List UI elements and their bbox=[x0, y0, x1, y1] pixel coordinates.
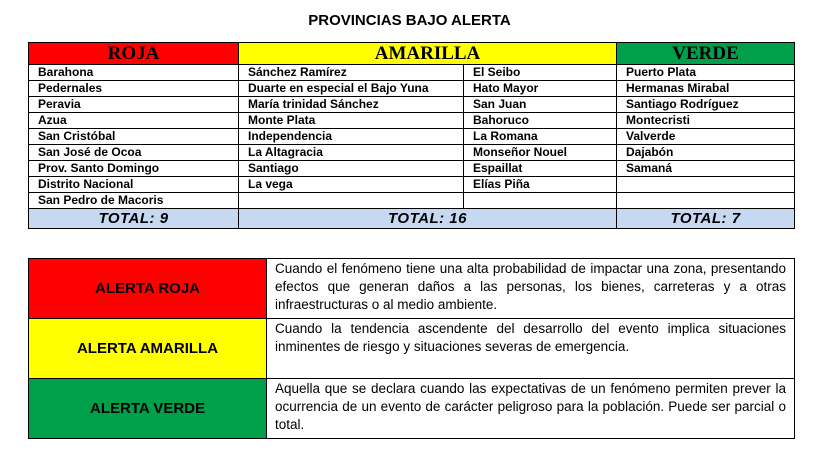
province-row bbox=[29, 177, 795, 193]
alert-definitions-table bbox=[28, 258, 795, 439]
province-cell: Pedernales bbox=[29, 81, 239, 97]
alert-row-roja bbox=[29, 259, 795, 319]
alert-desc-roja: Cuando el fenómeno tiene una alta probabilidad de impactar una zona, presentando efectos que generan daños a las personas, los bienes, carreteras y a otras infraestructuras o al medio ambiente. bbox=[267, 259, 795, 319]
province-cell: El Seibo bbox=[464, 65, 617, 81]
province-cell: La vega bbox=[239, 177, 464, 193]
province-row bbox=[29, 129, 795, 145]
province-cell: Samaná bbox=[617, 161, 795, 177]
province-cell: Bahoruco bbox=[464, 113, 617, 129]
province-cell bbox=[239, 193, 464, 209]
province-cell: Montecristi bbox=[617, 113, 795, 129]
province-row bbox=[29, 193, 795, 209]
province-cell bbox=[617, 177, 795, 193]
province-row bbox=[29, 65, 795, 81]
province-row bbox=[29, 145, 795, 161]
total-verde: TOTAL: 7 bbox=[617, 209, 795, 229]
alert-label-roja: ALERTA ROJA bbox=[29, 259, 267, 319]
alert-row-verde bbox=[29, 379, 795, 439]
province-cell: Monseñor Nouel bbox=[464, 145, 617, 161]
provinces-body bbox=[29, 65, 795, 209]
province-cell: San Juan bbox=[464, 97, 617, 113]
province-cell: Independencia bbox=[239, 129, 464, 145]
province-cell: Duarte en especial el Bajo Yuna bbox=[239, 81, 464, 97]
header-verde: VERDE bbox=[617, 43, 795, 65]
alert-row-amarilla bbox=[29, 319, 795, 379]
province-cell: Espaillat bbox=[464, 161, 617, 177]
province-row bbox=[29, 81, 795, 97]
province-cell: San Pedro de Macoris bbox=[29, 193, 239, 209]
alert-desc-verde: Aquella que se declara cuando las expectativas de un fenómeno permiten prever la ocurrencia de un evento de carácter peligroso para la población. Puede ser parcial o total. bbox=[267, 379, 795, 439]
province-cell: Sánchez Ramírez bbox=[239, 65, 464, 81]
province-cell: La Romana bbox=[464, 129, 617, 145]
province-cell bbox=[617, 193, 795, 209]
province-cell: Monte Plata bbox=[239, 113, 464, 129]
alert-desc-amarilla: Cuando la tendencia ascendente del desarrollo del evento implica situaciones inminentes de riesgo y situaciones severas de emergencia. bbox=[267, 319, 795, 379]
province-cell: Peravia bbox=[29, 97, 239, 113]
province-cell: Azua bbox=[29, 113, 239, 129]
province-cell: María trinidad Sánchez bbox=[239, 97, 464, 113]
provinces-table bbox=[28, 42, 795, 229]
province-cell: Puerto Plata bbox=[617, 65, 795, 81]
header-roja: ROJA bbox=[29, 43, 239, 65]
total-amarilla: TOTAL: 16 bbox=[239, 209, 617, 229]
province-cell bbox=[464, 193, 617, 209]
province-cell: Santiago Rodríguez bbox=[617, 97, 795, 113]
province-cell: Santiago bbox=[239, 161, 464, 177]
header-amarilla: AMARILLA bbox=[239, 43, 617, 65]
province-cell: Elías Piña bbox=[464, 177, 617, 193]
total-roja: TOTAL: 9 bbox=[29, 209, 239, 229]
province-cell: Prov. Santo Domingo bbox=[29, 161, 239, 177]
province-cell: San José de Ocoa bbox=[29, 145, 239, 161]
province-cell: Valverde bbox=[617, 129, 795, 145]
province-row bbox=[29, 113, 795, 129]
province-cell: Hermanas Mirabal bbox=[617, 81, 795, 97]
page-title: PROVINCIAS BAJO ALERTA bbox=[308, 12, 511, 29]
province-row bbox=[29, 97, 795, 113]
province-cell: La Altagracia bbox=[239, 145, 464, 161]
alert-label-verde: ALERTA VERDE bbox=[29, 379, 267, 439]
province-cell: Dajabón bbox=[617, 145, 795, 161]
province-cell: San Cristóbal bbox=[29, 129, 239, 145]
province-cell: Hato Mayor bbox=[464, 81, 617, 97]
province-cell: Barahona bbox=[29, 65, 239, 81]
alert-label-amarilla: ALERTA AMARILLA bbox=[29, 319, 267, 379]
province-row bbox=[29, 161, 795, 177]
province-cell: Distrito Nacional bbox=[29, 177, 239, 193]
